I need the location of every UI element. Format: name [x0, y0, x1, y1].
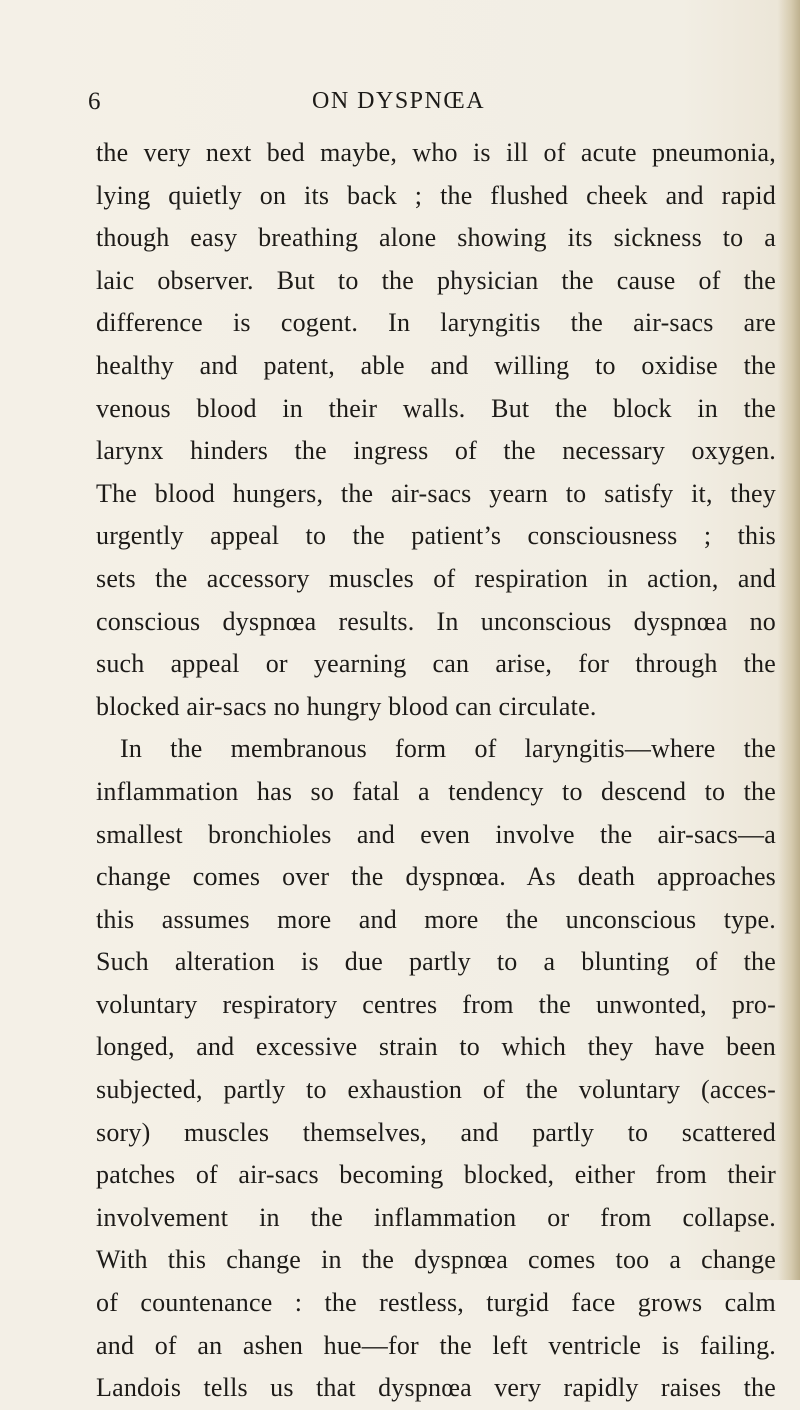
- text-line: larynx hinders the ingress of the necessary oxygen.: [96, 436, 776, 466]
- text-line: conscious dyspnœa results. In unconscious dyspnœa no: [96, 606, 776, 636]
- text-line: With this change in the dyspnœa comes too a change: [96, 1245, 776, 1275]
- text-line: healthy and patent, able and willing to oxidise the: [96, 350, 776, 380]
- text-line: voluntary respiratory centres from the unwonted, pro-: [96, 989, 776, 1019]
- text-line: involvement in the inflammation or from collapse.: [96, 1202, 776, 1232]
- text-line: inflammation has so fatal a tendency to descend to the: [96, 776, 776, 806]
- text-line: Landois tells us that dyspnœa very rapidly raises the: [96, 1373, 776, 1403]
- text-line: sets the accessory muscles of respiration in action, and: [96, 563, 776, 593]
- text-line: patches of air-sacs becoming blocked, either from their: [96, 1160, 776, 1190]
- text-line: the very next bed maybe, who is ill of acute pneumonia,: [96, 138, 776, 167]
- page-edge-shadow: [778, 0, 800, 1280]
- text-line: lying quietly on its back ; the flushed cheek and rapid: [96, 180, 776, 210]
- body-text: [96, 132, 776, 1410]
- text-line: venous blood in their walls. But the block in the: [96, 393, 776, 423]
- page-header: [80, 88, 780, 118]
- text-line: laic observer. But to the physician the cause of the: [96, 265, 776, 295]
- text-line: such appeal or yearning can arise, for through the: [96, 649, 776, 679]
- text-line: subjected, partly to exhaustion of the voluntary (acces-: [96, 1075, 776, 1105]
- text-line: urgently appeal to the patient’s consciousness ; this: [96, 521, 776, 551]
- running-head: ON DYSPNŒA: [312, 88, 486, 114]
- text-line: longed, and excessive strain to which they have been: [96, 1032, 776, 1062]
- text-line: sory) muscles themselves, and partly to scattered: [96, 1117, 776, 1147]
- text-line: blocked air-sacs no hungry blood can circulate.: [96, 691, 597, 721]
- text-line: of countenance : the restless, turgid face grows calm: [96, 1288, 776, 1318]
- text-line: difference is cogent. In laryngitis the air-sacs are: [96, 308, 776, 338]
- text-line: and of an ashen hue—for the left ventricle is failing.: [96, 1330, 776, 1360]
- page-number: 6: [88, 88, 101, 115]
- text-line: this assumes more and more the unconscious type.: [96, 904, 776, 934]
- text-line: In the membranous form of laryngitis—where the: [120, 734, 776, 764]
- text-line: though easy breathing alone showing its sickness to a: [96, 223, 776, 253]
- text-line: Such alteration is due partly to a blunting of the: [96, 947, 776, 977]
- text-line: The blood hungers, the air-sacs yearn to satisfy it, they: [96, 478, 776, 508]
- text-line: change comes over the dyspnœa. As death approaches: [96, 862, 776, 892]
- text-line: smallest bronchioles and even involve the air-sacs—a: [96, 819, 776, 849]
